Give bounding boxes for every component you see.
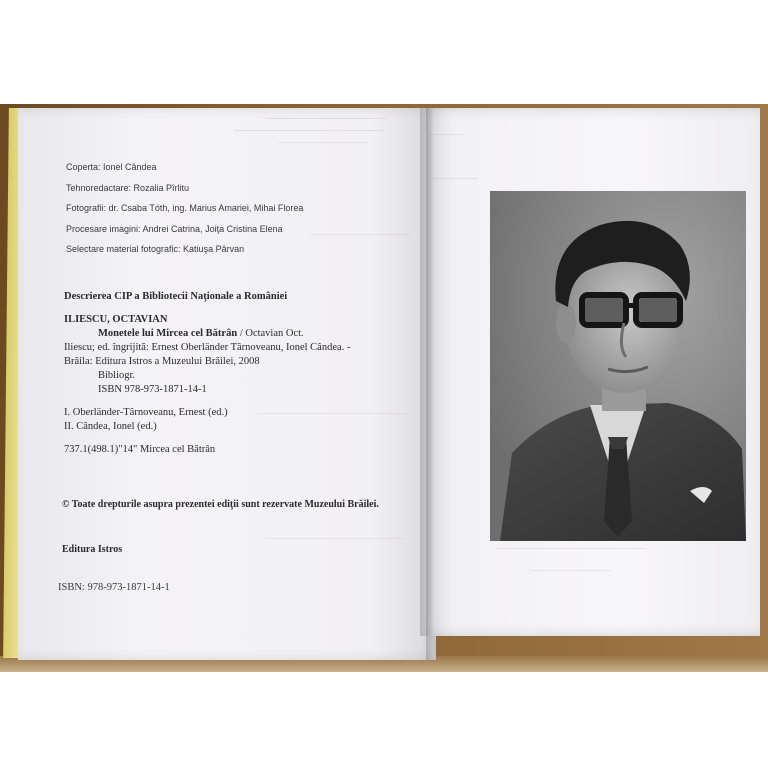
author-portrait-photo	[490, 191, 746, 541]
cip-heading: Descrierea CIP a Bibliotecii Naţionale a României	[64, 291, 288, 302]
portrait-illustration	[490, 191, 746, 541]
cip-isbn: ISBN 978-973-1871-14-1	[98, 384, 207, 395]
cip-bibliogr: Bibliogr.	[98, 370, 136, 381]
copyright-notice: © Toate drepturile asupra prezentei ediţii sunt rezervate Muzeului Brăilei.	[62, 499, 379, 510]
cip-editors-line: Iliescu; ed. îngrijită: Ernest Oberländer Târnoveanu, Ionel Cândea. -	[64, 342, 351, 353]
bleed-through-text	[234, 130, 384, 137]
credit-photos: Fotografii: dr. Csaba Tóth, ing. Marius Amariei, Mihai Florea	[66, 203, 304, 214]
cip-author: ILIESCU, OCTAVIAN	[64, 314, 168, 325]
cip-editor-2: II. Cândea, Ionel (ed.)	[64, 421, 157, 432]
credit-typesetting: Tehnoredactare: Rozalia Pîrlitu	[66, 182, 190, 193]
cip-classification: 737.1(498.1)"14" Mircea cel Bătrân	[64, 444, 216, 455]
bleed-through-text	[496, 548, 646, 555]
bleed-through-text	[266, 538, 406, 545]
cip-title-suffix: / Octavian Oct.	[237, 328, 304, 339]
isbn-footer: ISBN: 978-973-1871-14-1	[58, 582, 170, 593]
credit-photo-selection: Selectare material fotografic: Katiuşa Pârvan	[66, 244, 245, 255]
cip-title: Monetele lui Mircea cel Bătrân	[98, 328, 238, 339]
publisher-name: Editura Istros	[62, 544, 123, 555]
cip-publisher-line: Brăila: Editura Istros a Muzeului Brăilei, 2008	[64, 356, 260, 367]
cip-editor-1: I. Oberländer-Târnoveanu, Ernest (ed.)	[64, 407, 228, 418]
book-gutter-shadow	[426, 108, 434, 660]
bleed-through-text	[310, 234, 410, 241]
credit-image-processing: Procesare imagini: Andrei Catrina, Joiţa Cristina Elena	[66, 223, 283, 234]
bleed-through-text	[278, 142, 368, 149]
credits-block	[66, 157, 303, 260]
credit-cover: Coperta: Ionel Cândea	[66, 162, 157, 172]
cip-block	[64, 290, 350, 457]
bleed-through-text	[266, 118, 386, 125]
bleed-through-text	[530, 570, 610, 577]
